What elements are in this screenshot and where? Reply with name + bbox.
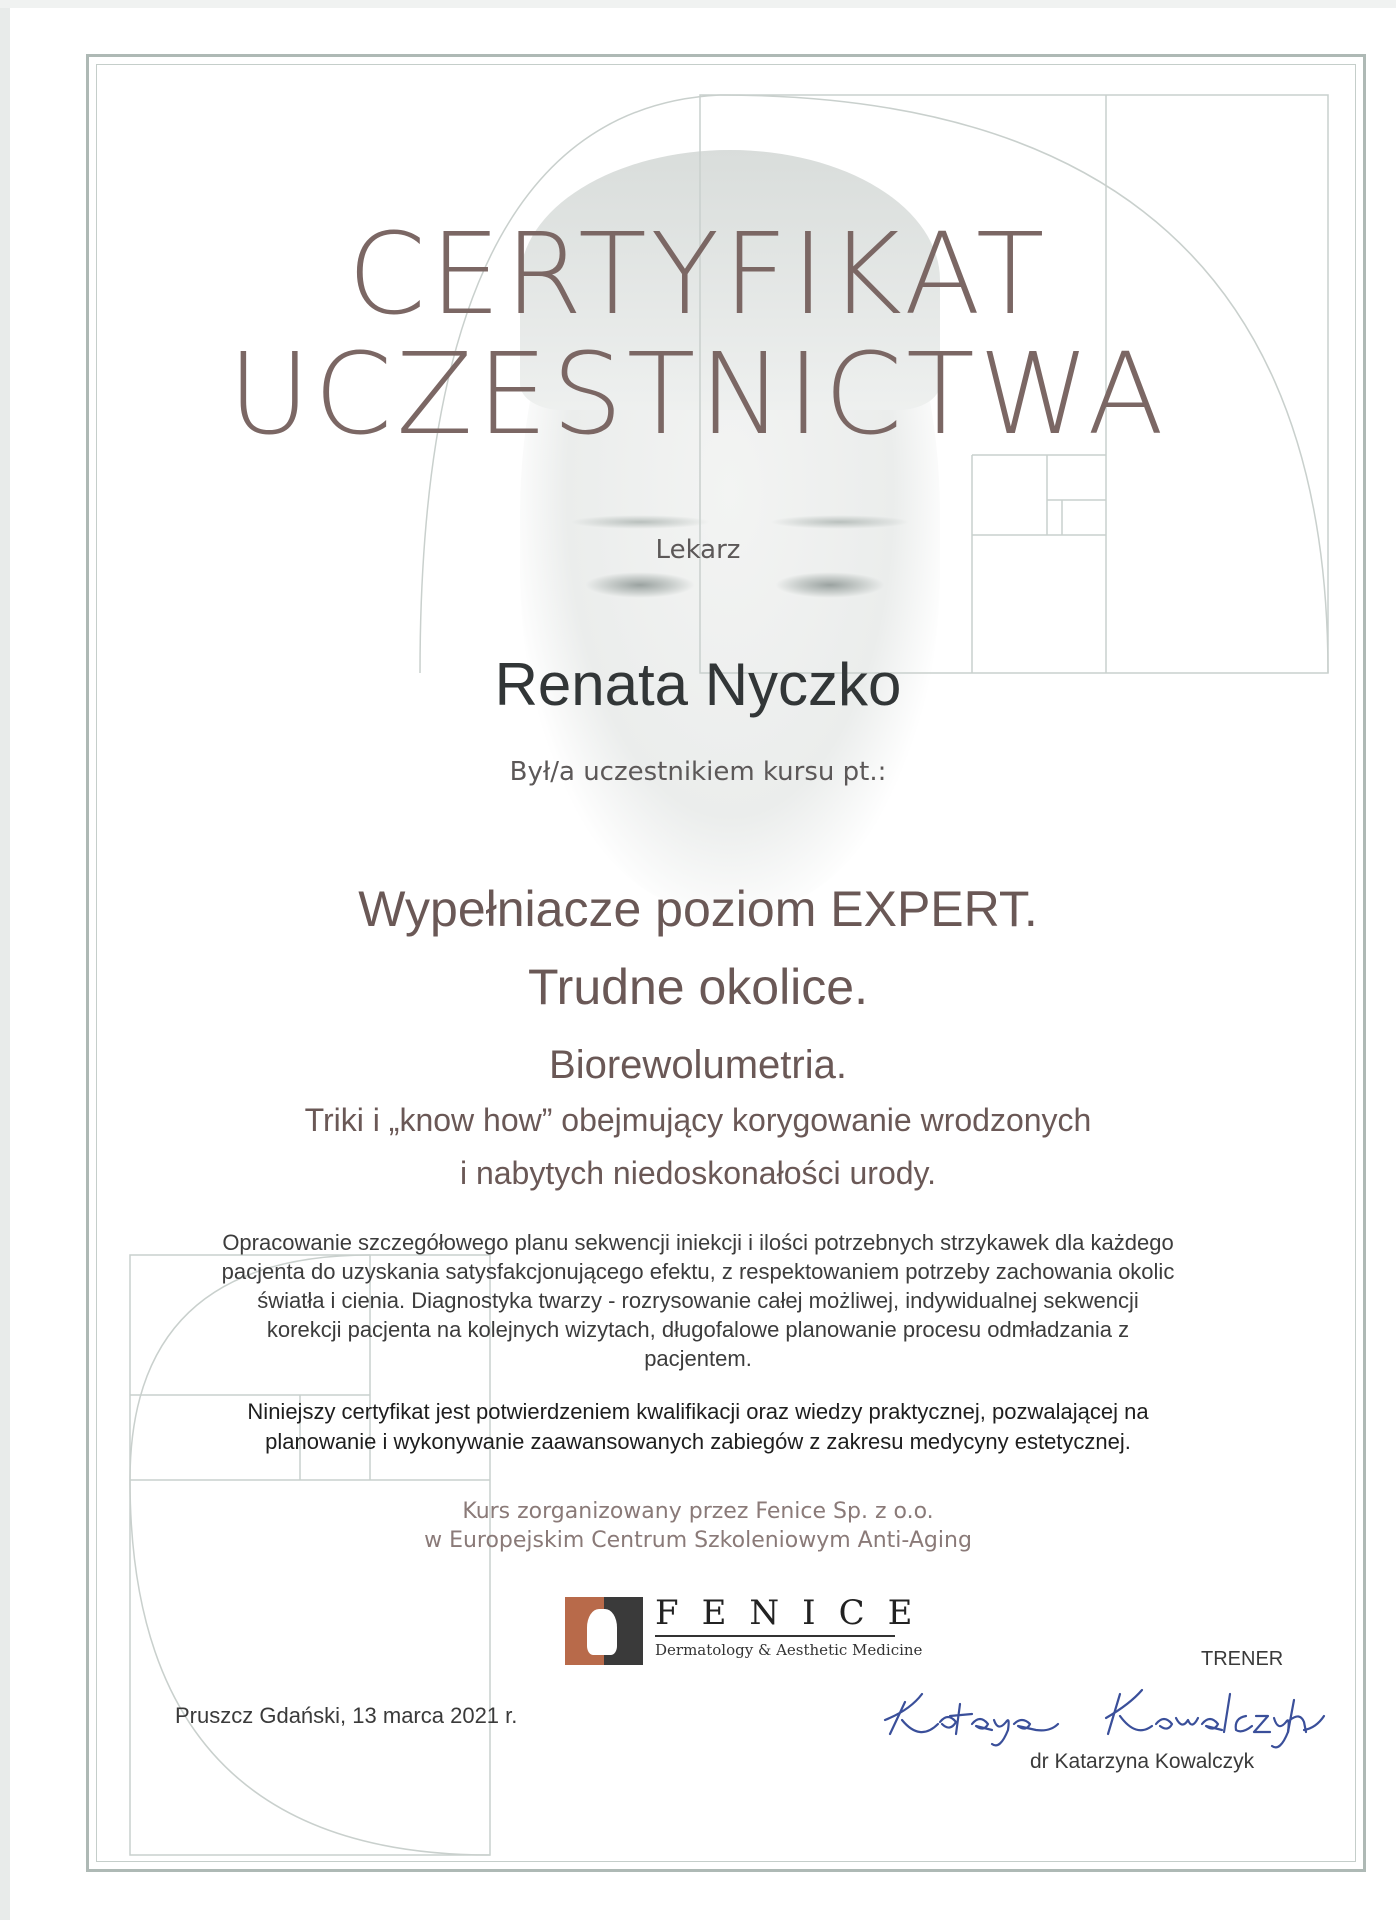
fenice-logo — [565, 1593, 936, 1665]
organizer-line1: Kurs zorganizowany przez Fenice Sp. z o.o. — [462, 1499, 934, 1524]
course-title-line1: Wypełniacze poziom EXPERT. — [358, 881, 1038, 937]
certificate-title-line1: CERTYFIKAT — [347, 210, 1049, 340]
fenice-logo-word: FENICE — [655, 1593, 936, 1633]
course-description: Opracowanie szczegółowego planu sekwencji iniekcji i ilości potrzebnych strzykawek dla każdego pacjenta do uzyskania satysfakcjonującego efektu, z respektowaniem potrzeby zachowania okolic światła i cienia. Diagnostyka twarzy - rozrysowanie całej możliwej, indywidualnej sekwencji korekcji pacjenta na kolejnych wizytach, długofalowe planowanie procesu odmładzania z pacjentem. — [221, 1230, 1175, 1371]
trainer-label: TRENER — [1201, 1648, 1284, 1670]
trainer-name: dr Katarzyna Kowalczyk — [1030, 1750, 1255, 1773]
course-title-line2: Trudne okolice. — [528, 959, 868, 1015]
participant-statement: Był/a uczestnikiem kursu pt.: — [509, 757, 887, 787]
participant-name: Renata Nyczko — [494, 651, 902, 718]
organizer-info — [200, 1497, 1196, 1555]
trainer-signature — [880, 1672, 1330, 1752]
fenice-logo-subtitle: Dermatology & Aesthetic Medicine — [655, 1641, 923, 1659]
fenice-logo-rule — [655, 1635, 895, 1637]
role-label: Lekarz — [655, 535, 741, 565]
course-title-line4: Triki i „know how” obejmujący korygowanie wrodzonych — [304, 1102, 1092, 1138]
organizer-line2: w Europejskim Centrum Szkoleniowym Anti-Aging — [424, 1528, 972, 1553]
place-and-date: Pruszcz Gdański, 13 marca 2021 r. — [175, 1703, 518, 1728]
qualification-statement: Niniejszy certyfikat jest potwierdzeniem kwalifikacji oraz wiedzy praktycznej, pozwalającej na planowanie i wykonywanie zaawansowanych zabiegów z zakresu medycyny estetycznej. — [247, 1399, 1149, 1454]
course-title-line5: i nabytych niedoskonałości urody. — [459, 1155, 937, 1191]
course-title-line3: Biorewolumetria. — [549, 1043, 847, 1087]
certificate-title-line2: UCZESTNICTWA — [228, 330, 1168, 460]
fenice-logo-mark — [565, 1597, 643, 1665]
